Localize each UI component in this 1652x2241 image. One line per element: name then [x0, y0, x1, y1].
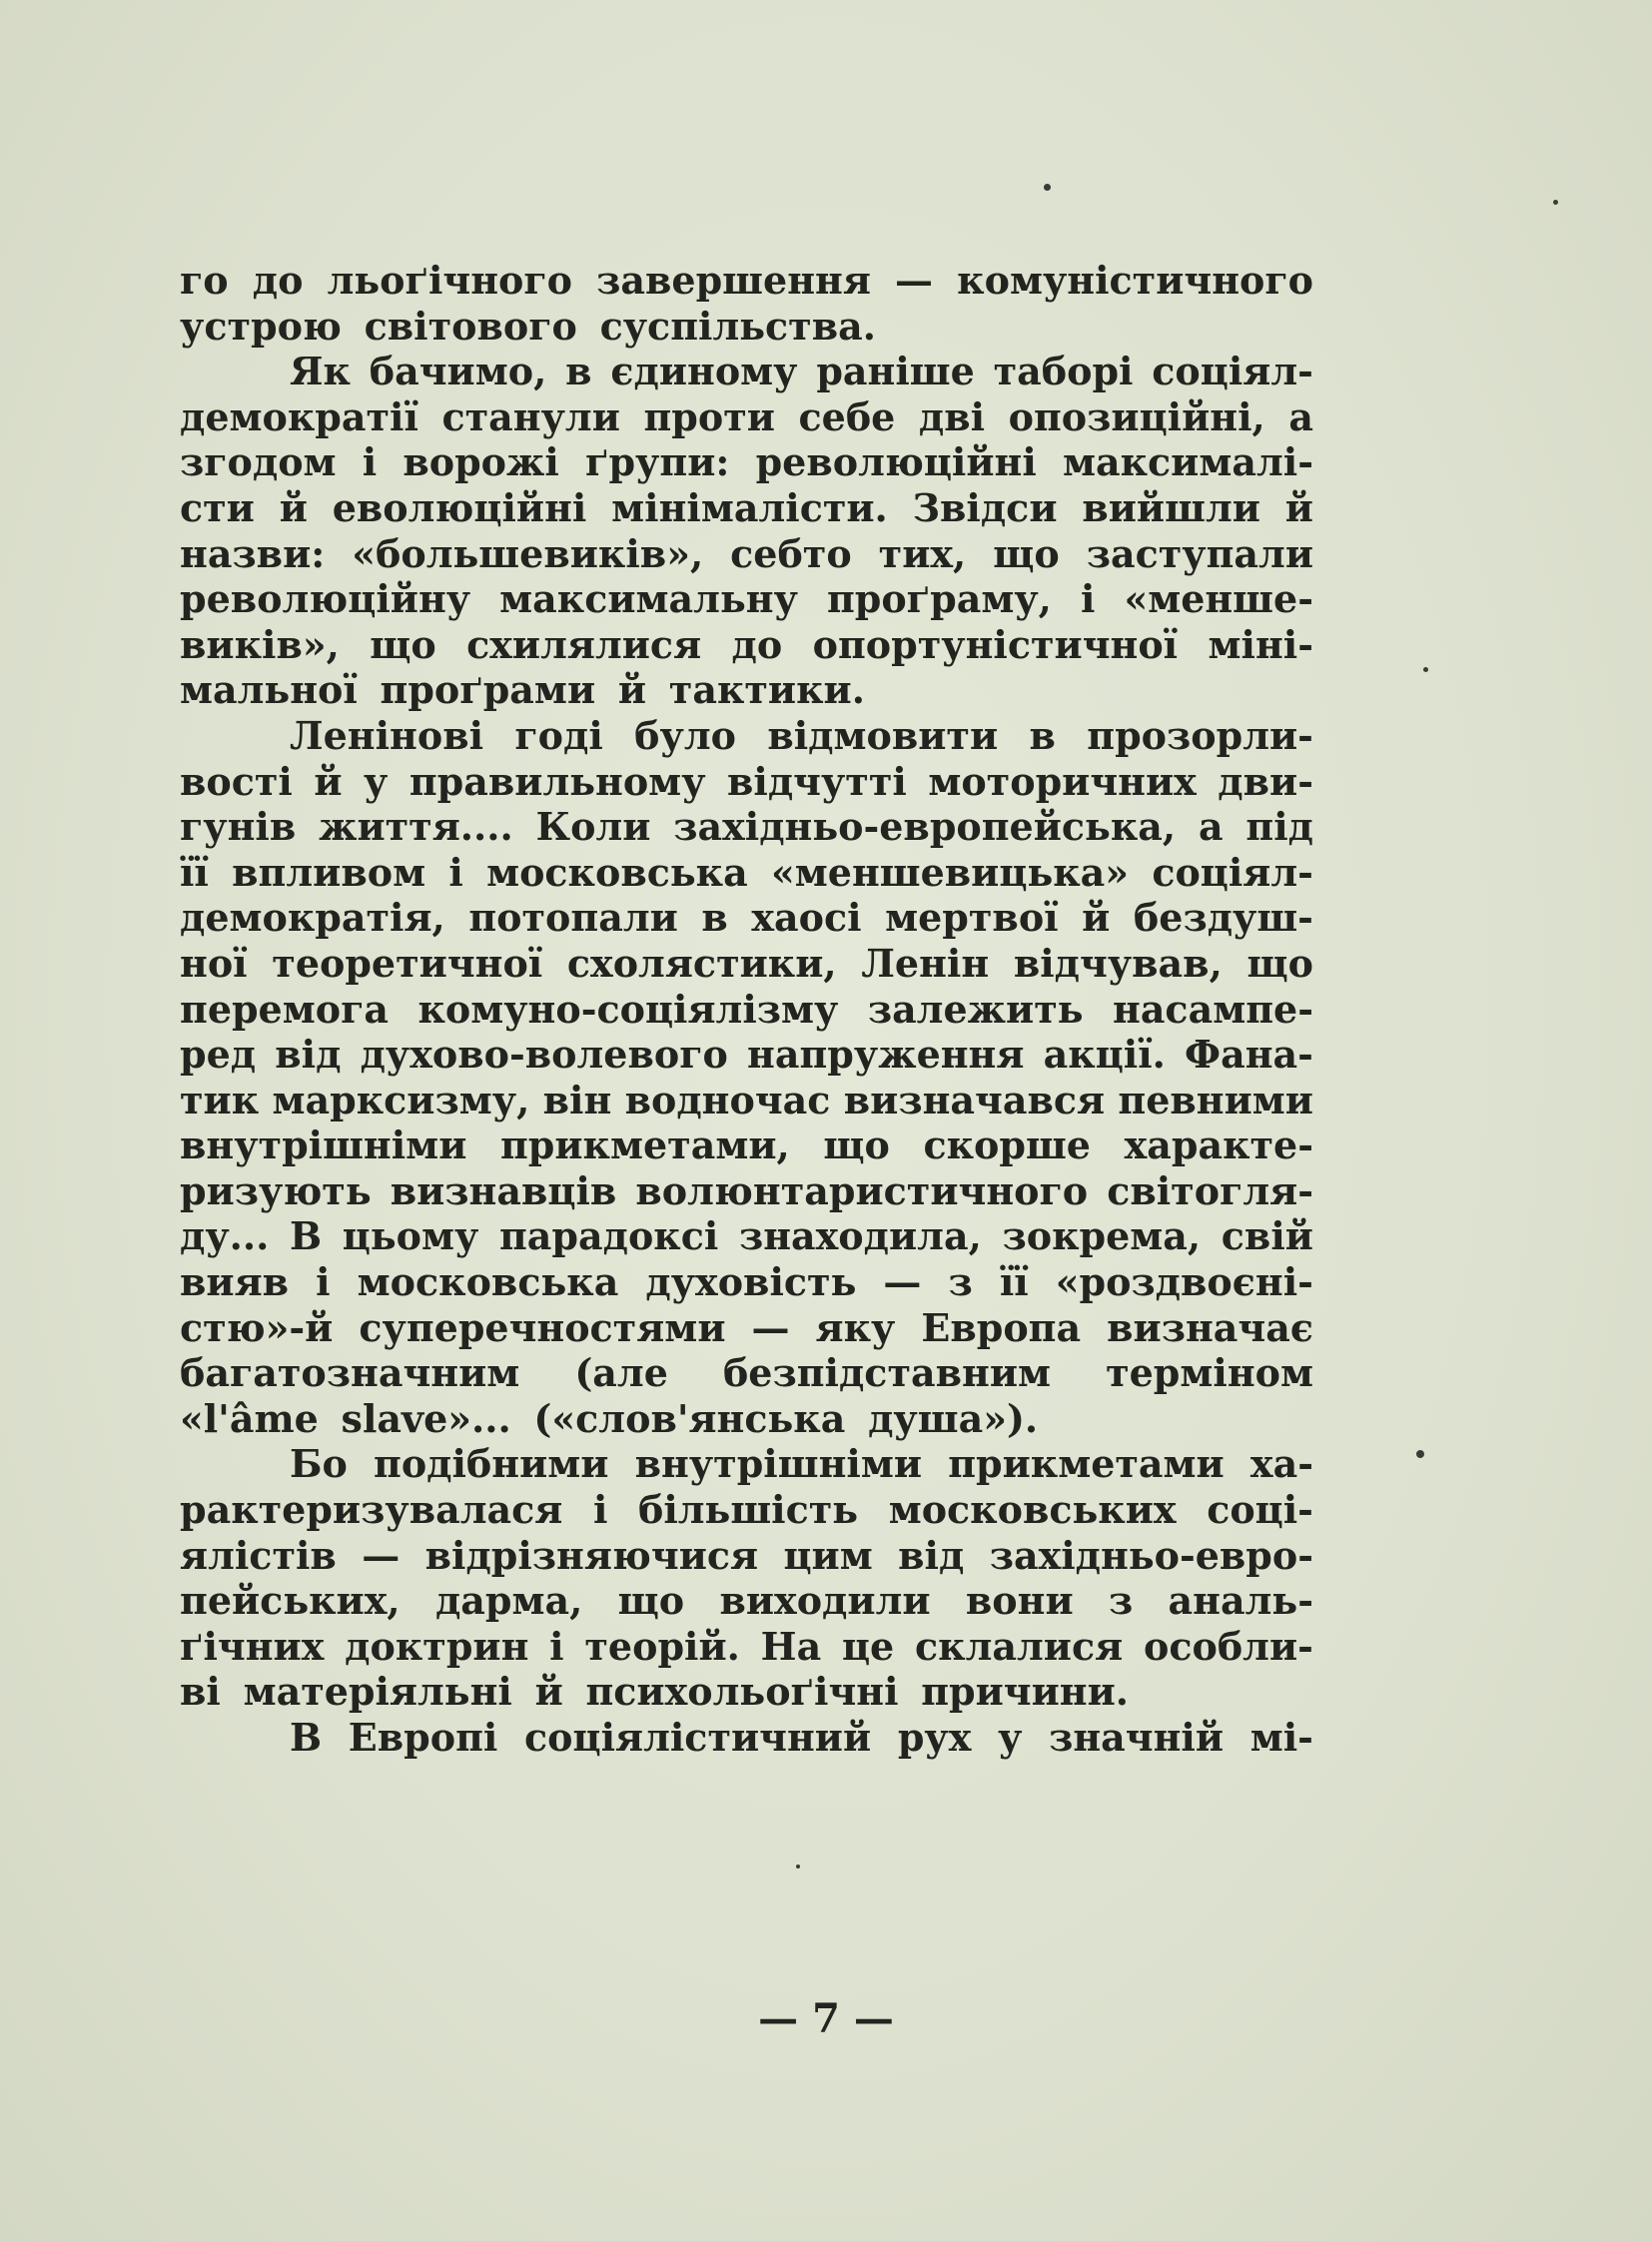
page-number: — 7 —: [758, 1995, 894, 2042]
text-line: го до льоґічного завершення — комуністичного: [180, 258, 1313, 303]
ink-speck: [1423, 667, 1428, 672]
text-line: ризують визнавців волюнтаристичного світогля-: [180, 1167, 1313, 1213]
text-line: демократія, потопали в хаосі мертвої й бездуш-: [180, 895, 1313, 941]
text-line: згодом і ворожі ґрупи: революційні максималі-: [180, 439, 1313, 485]
text-line: Ленінові годі було відмовити в прозорли-: [290, 712, 1313, 758]
text-line: пейських, дарма, що виходили вони з аналь-: [180, 1578, 1313, 1624]
text-line: ред від духово-волевого напруження акції. Фана-: [180, 1032, 1313, 1078]
text-line: революційну максимальну проґраму, і «менше-: [180, 576, 1313, 622]
ink-speck: [1416, 1450, 1424, 1458]
body-text: [180, 258, 1313, 1761]
text-line: тик марксизму, він водночас визначався певними: [180, 1077, 1313, 1122]
text-line: сти й еволюційні мінімалісти. Звідси вийшли й: [180, 484, 1313, 530]
text-line: перемога комуно-соціялізму залежить насампе-: [180, 986, 1313, 1032]
text-line: рактеризувалася і більшість московських соці-: [180, 1487, 1313, 1533]
text-line: мальної проґрами й тактики.: [180, 667, 865, 713]
text-line: вияв і московська духовість — з її «роздвоєні-: [180, 1259, 1313, 1305]
text-line: вості й у правильному відчутті моторичних дви-: [180, 758, 1313, 804]
text-line: ду... В цьому парадоксі знаходила, зокрема, свій: [180, 1213, 1313, 1259]
text-line: Як бачимо, в єдиному раніше таборі соціял-: [290, 349, 1313, 394]
text-line: стю»-й суперечностями — яку Европа визначає: [180, 1304, 1313, 1350]
text-line: демократії станули проти себе дві опозиційні, а: [180, 393, 1313, 439]
text-line: «l'âme slave»... («слов'янська душа»).: [180, 1395, 1039, 1441]
text-line: виків», що схилялися до опортуністичної міні-: [180, 621, 1313, 667]
text-line: ної теоретичної схолястики, Ленін відчував, що: [180, 940, 1313, 986]
text-line: В Европі соціялістичний рух у значній мі-: [290, 1715, 1313, 1760]
text-line: внутрішніми прикметами, що скорше характе-: [180, 1122, 1313, 1168]
text-line: багатозначним (але безпідставним терміном: [180, 1350, 1313, 1396]
text-line: устрою світового суспільства.: [180, 303, 876, 349]
ink-speck: [1044, 184, 1051, 191]
text-line: гунів життя.... Коли західньо-европейська, а під: [180, 804, 1313, 850]
text-line: ґічних доктрин і теорій. На це склалися особли-: [180, 1623, 1313, 1669]
ink-speck: [1553, 200, 1558, 205]
text-line: назви: «большевиків», себто тих, що заступали: [180, 530, 1313, 576]
text-line: ві матеріяльні й психольоґічні причини.: [180, 1669, 1130, 1715]
ink-speck: [796, 1865, 800, 1868]
text-line: її впливом і московська «меншевицька» соціял-: [180, 849, 1313, 895]
text-line: Бо подібними внутрішніми прикметами ха-: [290, 1441, 1313, 1487]
text-line: ялістів — відрізняючися цим від західньо-евро-: [180, 1532, 1313, 1578]
